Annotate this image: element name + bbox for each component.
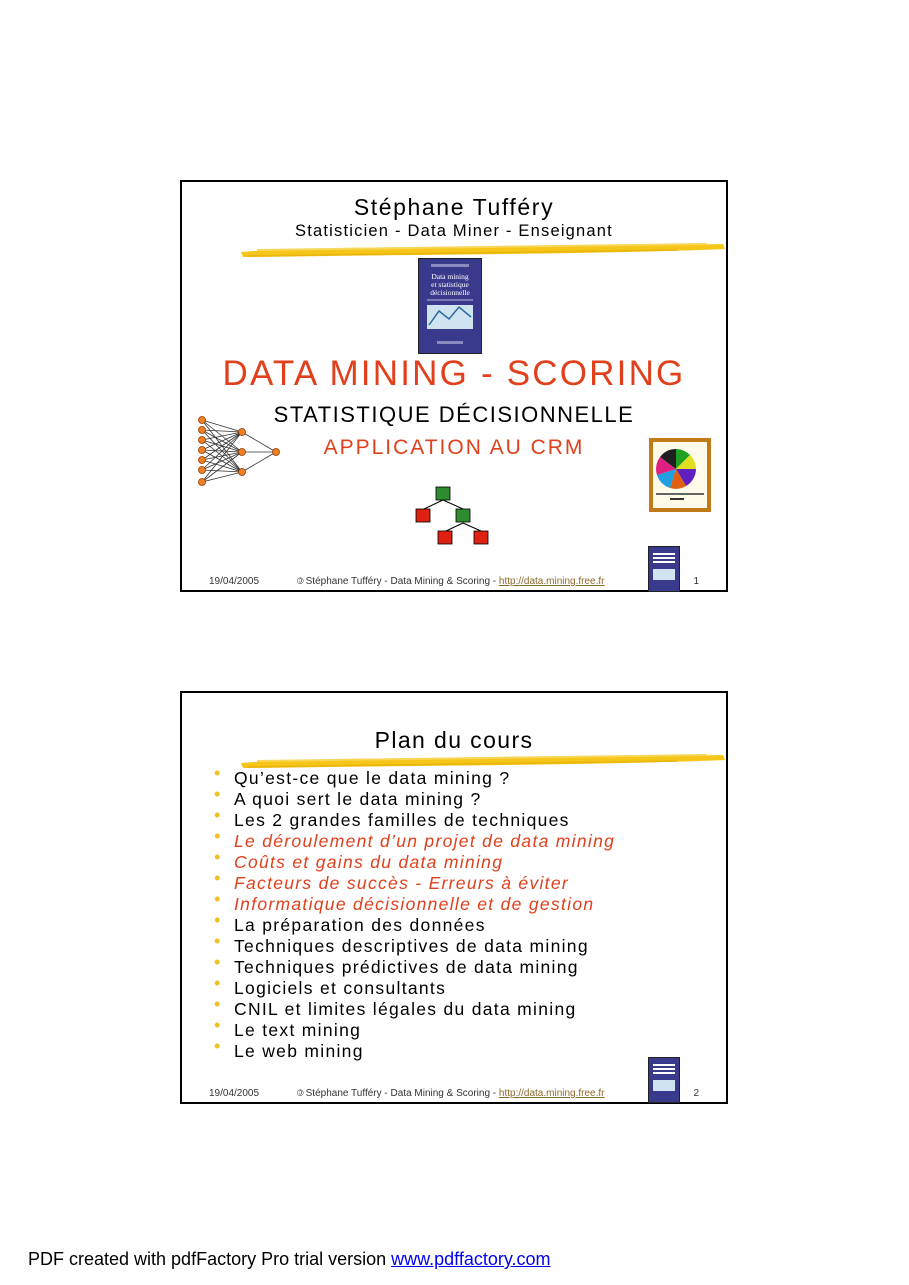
plan-list-item-text: A quoi sert le data mining ? [234, 789, 482, 809]
bullet-icon: • [214, 931, 222, 951]
footer-copyright [297, 1088, 605, 1099]
bullet-icon: • [214, 910, 222, 930]
svg-text:Data mining: Data mining [431, 272, 469, 281]
application-title: APPLICATION AU CRM [323, 436, 585, 459]
footer-date: 19/04/2005 [209, 1088, 260, 1099]
bullet-icon: • [214, 1036, 222, 1056]
author-name: Stéphane Tufféry [353, 194, 555, 220]
highlighter-stroke [237, 240, 727, 260]
bullet-icon: • [214, 952, 222, 972]
bullet-icon: • [214, 805, 222, 825]
plan-list [214, 763, 616, 1062]
plan-list-item-text: Le web mining [234, 1041, 364, 1061]
plan-list-item-text: Techniques descriptives de data mining [234, 936, 589, 956]
plan-list-item-text: Facteurs de succès - Erreurs à éviter [234, 873, 570, 893]
page-number: 2 [693, 1088, 699, 1099]
plan-list-item [214, 784, 615, 810]
pdf-footer-text: PDF created with pdfFactory Pro trial version [28, 1249, 392, 1269]
book-thumbnail-image [648, 1057, 680, 1103]
plan-list-item-text: Coûts et gains du data mining [234, 852, 504, 872]
slide-2 [180, 691, 728, 1104]
plan-list-item [214, 868, 615, 894]
bullet-icon: • [214, 1015, 222, 1035]
plan-title: Plan du cours [374, 727, 534, 753]
author-role: Statisticien - Data Miner - Enseignant [295, 222, 613, 240]
plan-list-item-text: Informatique décisionnelle et de gestion [234, 894, 595, 914]
plan-list-item [214, 910, 615, 936]
plan-list-item-text: Le text mining [234, 1020, 362, 1040]
book-cover-image [418, 258, 482, 354]
svg-text:et statistique: et statistique [431, 280, 469, 289]
plan-list-item [214, 805, 615, 831]
plan-list-item [214, 1036, 615, 1062]
neural-network-icon [196, 412, 286, 492]
bullet-icon: • [214, 868, 222, 888]
decision-tree-icon [412, 485, 492, 545]
bullet-icon: • [214, 973, 222, 993]
bullet-icon: • [214, 994, 222, 1014]
bullet-icon: • [214, 847, 222, 867]
plan-list-item-text: Qu’est-ce que le data mining ? [234, 768, 511, 788]
page-number: 1 [693, 576, 699, 587]
footer-copyright-text: Stéphane Tufféry - Data Mining & Scoring - [305, 1088, 499, 1099]
plan-list-item [214, 994, 615, 1020]
plan-list-item-text: La préparation des données [234, 915, 486, 935]
plan-list-item [214, 973, 615, 999]
plan-list-item [214, 889, 615, 915]
plan-list-item [214, 763, 615, 789]
footer-copyright [297, 576, 605, 587]
plan-list-item [214, 826, 616, 852]
plan-list-item-text: Les 2 grandes familles de techniques [234, 810, 570, 830]
plan-list-item-text: Techniques prédictives de data mining [234, 957, 579, 977]
pie-chart-board-icon [648, 437, 712, 513]
bullet-icon: • [214, 763, 222, 783]
slide-1 [180, 180, 728, 592]
bullet-icon: • [214, 889, 222, 909]
subtitle: STATISTIQUE DÉCISIONNELLE [273, 402, 635, 427]
copyright-symbol: © [297, 1088, 304, 1098]
plan-list-item [214, 931, 615, 957]
footer-link[interactable]: http://data.mining.free.fr [498, 1088, 605, 1099]
main-title: DATA MINING - SCORING [222, 354, 686, 393]
svg-text:décisionnelle: décisionnelle [430, 288, 470, 297]
plan-list-item-text: Logiciels et consultants [234, 978, 447, 998]
book-thumbnail-image [648, 546, 680, 592]
bullet-icon: • [214, 826, 222, 846]
footer-link[interactable]: http://data.mining.free.fr [498, 576, 605, 587]
bullet-icon: • [214, 784, 222, 804]
plan-list-item [214, 847, 615, 873]
footer-date: 19/04/2005 [209, 576, 260, 587]
plan-list-item-text: Le déroulement d’un projet de data mining [234, 831, 616, 851]
pdf-creator-footer [28, 1249, 551, 1270]
plan-list-item [214, 1015, 615, 1041]
pdf-footer-link[interactable]: www.pdffactory.com [391, 1249, 551, 1269]
plan-list-item-text: CNIL et limites légales du data mining [234, 999, 577, 1019]
plan-list-item [214, 952, 615, 978]
footer-copyright-text: Stéphane Tufféry - Data Mining & Scoring - [305, 576, 499, 587]
copyright-symbol: © [297, 576, 304, 586]
